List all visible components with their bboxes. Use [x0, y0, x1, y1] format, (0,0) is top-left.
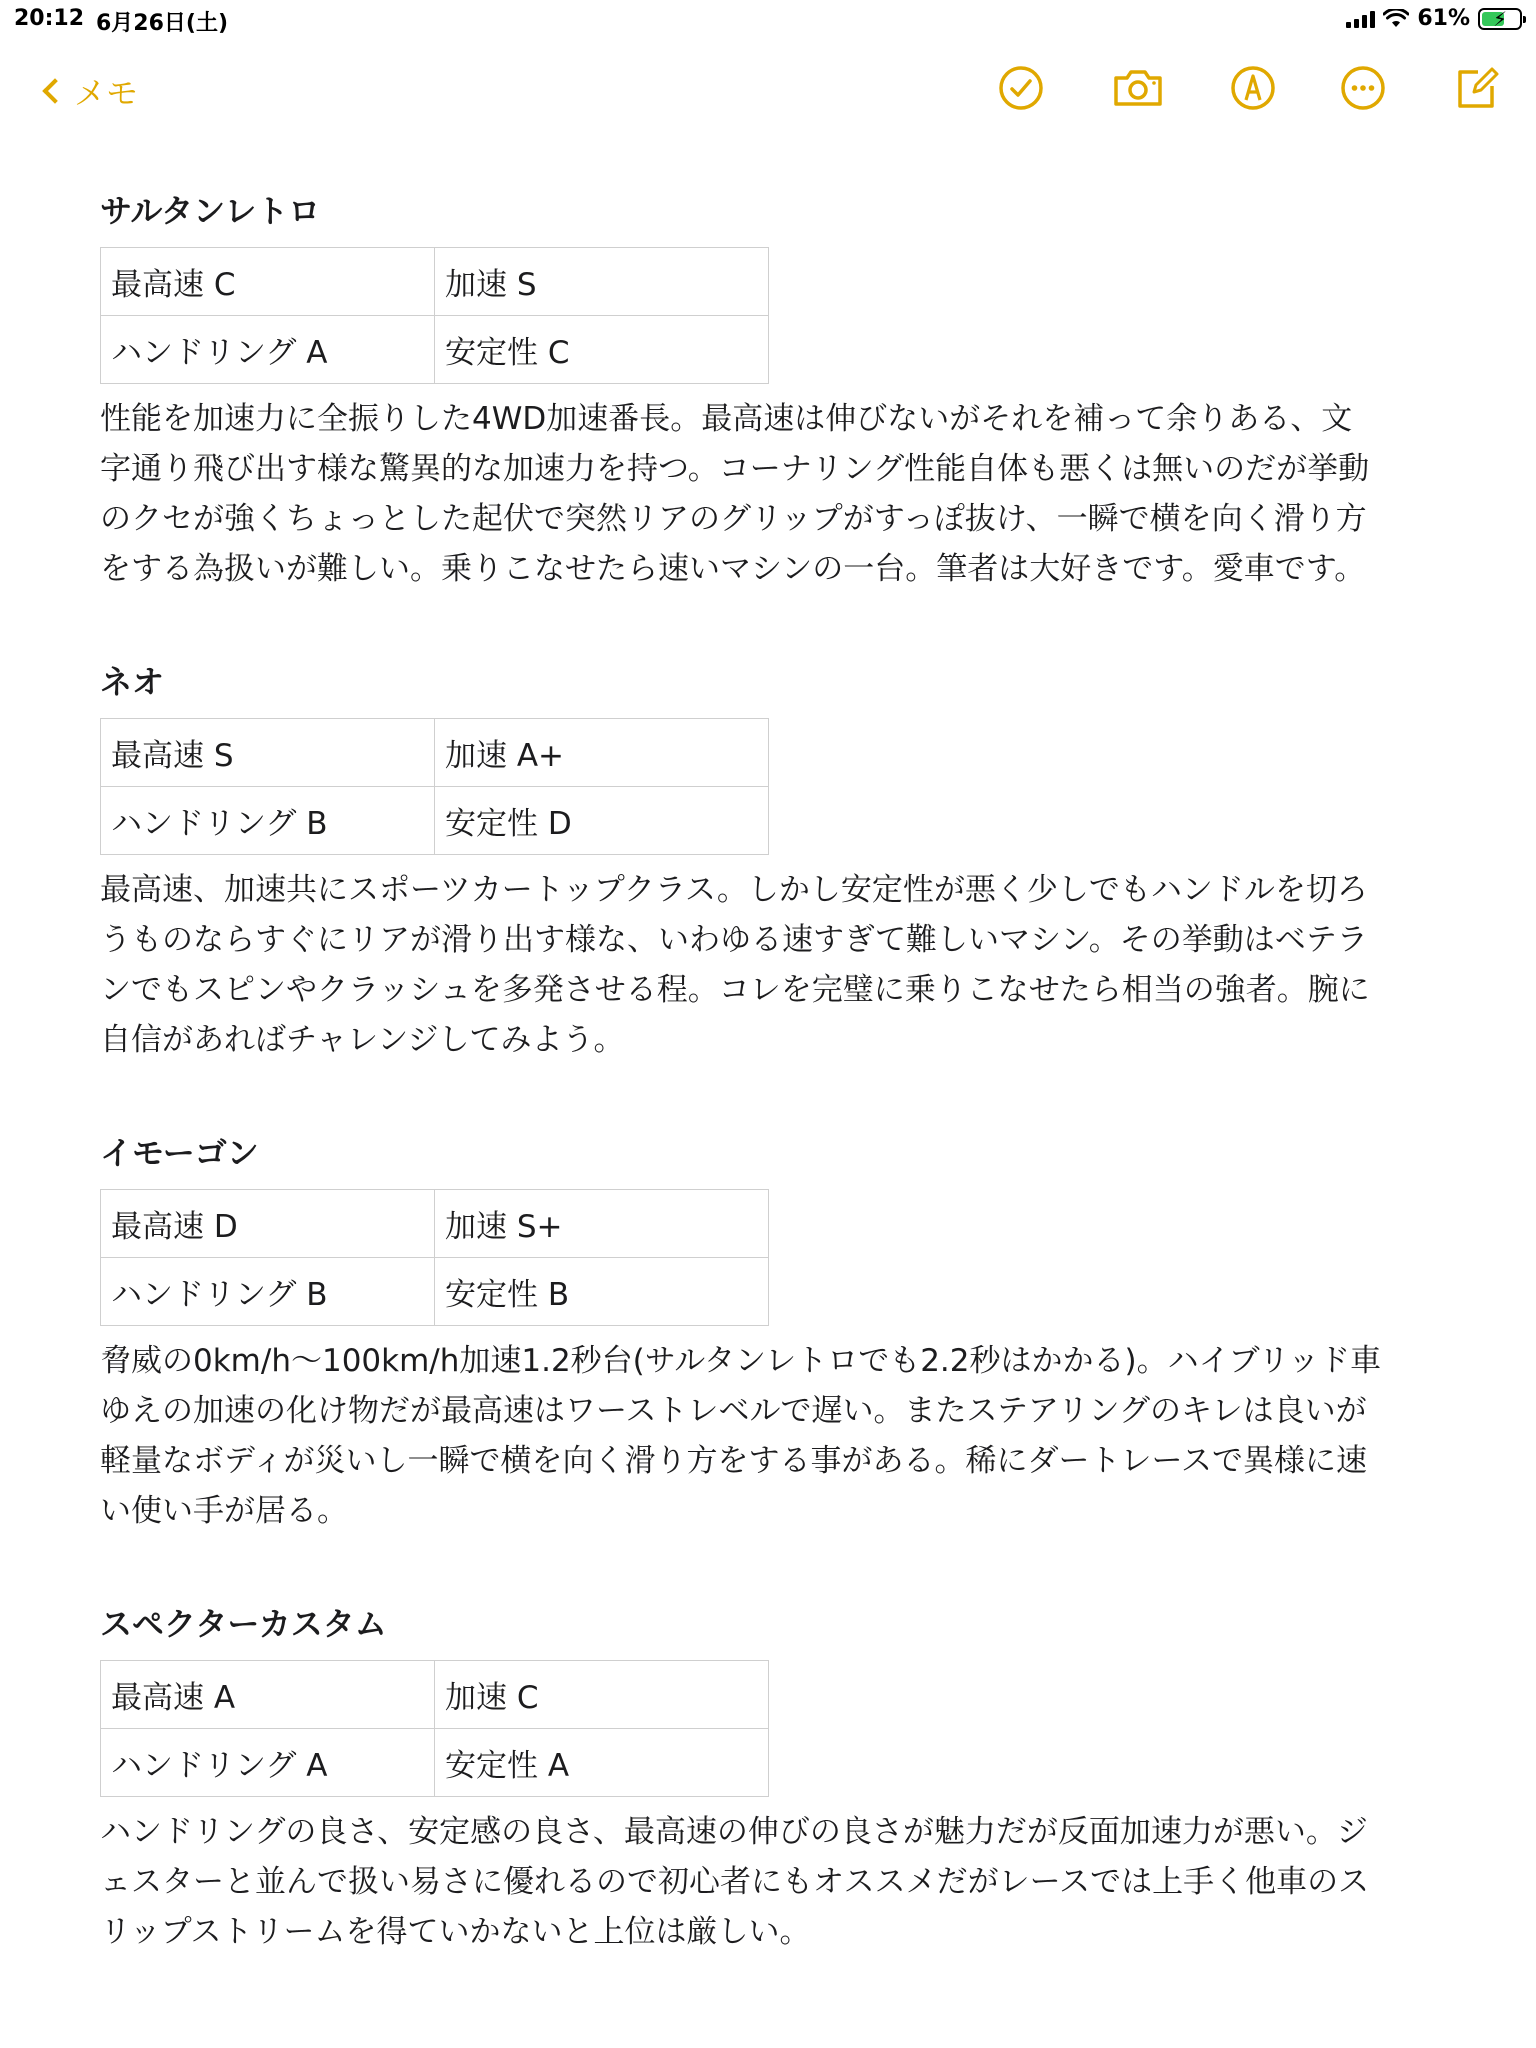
text-line: ェスターと並んで扱い易さに優れるので初心者にもオススメだがレースでは上手く他車のス: [100, 1864, 1370, 1900]
table-cell[interactable]: 加速 S+: [435, 1190, 769, 1258]
table-cell[interactable]: 最高速 D: [101, 1190, 435, 1258]
table-cell[interactable]: 加速 A+: [435, 719, 769, 787]
table-cell[interactable]: ハンドリング A: [101, 316, 435, 384]
status-bar: [0, 0, 1536, 40]
back-button[interactable]: [38, 68, 138, 114]
markup-button[interactable]: [1229, 64, 1277, 112]
table-row: [101, 316, 769, 384]
note-body[interactable]: [100, 185, 1440, 1957]
table-row: [101, 719, 769, 787]
nav-bar: [0, 50, 1536, 130]
checklist-button[interactable]: [997, 64, 1045, 112]
more-icon: [1339, 64, 1387, 112]
description-text: [100, 865, 1440, 1065]
signal-icon: [1346, 10, 1375, 28]
text-line: うものならすぐにリアが滑り出す様な、いわゆる速すぎて難しいマシン。その挙動はベテラ: [100, 922, 1368, 958]
status-date: 6月26日(土): [96, 11, 229, 36]
text-line: 性能を加速力に全振りした4WD加速番長。最高速は伸びないがそれを補って余りある、文: [100, 401, 1353, 437]
table-row: [101, 1258, 769, 1326]
status-indicators: [1346, 6, 1522, 31]
text-line: 自信があればチャレンジしてみよう。: [100, 1022, 625, 1058]
section-title: サルタンレトロ: [100, 192, 321, 230]
table-cell[interactable]: 安定性 C: [435, 316, 769, 384]
section-sultan-retro: [100, 185, 1440, 594]
more-button[interactable]: [1339, 64, 1387, 112]
table-cell[interactable]: ハンドリング B: [101, 1258, 435, 1326]
table-row: [101, 248, 769, 316]
status-time: 20:12: [14, 6, 85, 31]
table-cell[interactable]: 安定性 A: [435, 1729, 769, 1797]
table-cell[interactable]: 加速 S: [435, 248, 769, 316]
table-cell[interactable]: 最高速 C: [101, 248, 435, 316]
camera-icon: [1110, 64, 1166, 112]
stats-table: [100, 1660, 769, 1797]
battery-percent: 61%: [1417, 6, 1470, 31]
section-title: スペクターカスタム: [100, 1605, 387, 1643]
description-text: [100, 1336, 1440, 1536]
table-cell[interactable]: 安定性 D: [435, 787, 769, 855]
camera-button[interactable]: [1110, 64, 1166, 112]
section-title: イモーゴン: [100, 1134, 259, 1172]
description-text: [100, 1807, 1440, 1957]
text-line: 軽量なボディが災いし一瞬で横を向く滑り方をする事がある。稀にダートレースで異様に速: [100, 1443, 1367, 1479]
back-label: メモ: [74, 74, 139, 112]
text-line: 最高速、加速共にスポーツカートップクラス。しかし安定性が悪く少しでもハンドルを切ろ: [100, 872, 1368, 908]
compose-icon: [1452, 64, 1500, 112]
text-line: 字通り飛び出す様な驚異的な加速力を持つ。コーナリング性能自体も悪くは無いのだが挙動: [100, 451, 1370, 487]
section-title: ネオ: [100, 663, 165, 701]
table-row: [101, 1729, 769, 1797]
table-cell[interactable]: 最高速 A: [101, 1661, 435, 1729]
text-line: い使い手が居る。: [100, 1493, 348, 1529]
text-line: リップストリームを得ていかないと上位は厳しい。: [100, 1914, 811, 1950]
battery-icon: ⚡: [1478, 8, 1522, 30]
table-cell[interactable]: 最高速 S: [101, 719, 435, 787]
text-line: ゆえの加速の化け物だが最高速はワーストレベルで遅い。またステアリングのキレは良いが: [100, 1393, 1367, 1429]
description-text: [100, 394, 1440, 594]
markup-icon: [1229, 64, 1277, 112]
stats-table: [100, 247, 769, 384]
stats-table: [100, 718, 769, 855]
chevron-left-icon: [42, 78, 67, 103]
text-line: 脅威の0km/h〜100km/h加速1.2秒台(サルタンレトロでも2.2秒はかかる)。ハイブリッド車: [100, 1343, 1382, 1379]
table-cell[interactable]: ハンドリング B: [101, 787, 435, 855]
stats-table: [100, 1189, 769, 1326]
table-row: [101, 1190, 769, 1258]
text-line: ンでもスピンやクラッシュを多発させる程。コレを完璧に乗りこなせたら相当の強者。腕に: [100, 972, 1370, 1008]
table-cell[interactable]: 加速 C: [435, 1661, 769, 1729]
section-neo: [100, 656, 1440, 1065]
table-cell[interactable]: 安定性 B: [435, 1258, 769, 1326]
checklist-icon: [997, 64, 1045, 112]
section-imorgon: [100, 1127, 1440, 1536]
wifi-icon: [1383, 9, 1409, 29]
text-line: をする為扱いが難しい。乗りこなせたら速いマシンの一台。筆者は大好きです。愛車です。: [100, 551, 1366, 587]
text-line: ハンドリングの良さ、安定感の良さ、最高速の伸びの良さが魅力だが反面加速力が悪い。ジ: [100, 1814, 1368, 1850]
table-cell[interactable]: ハンドリング A: [101, 1729, 435, 1797]
compose-button[interactable]: [1452, 64, 1500, 112]
table-row: [101, 787, 769, 855]
section-specter-custom: [100, 1598, 1440, 1957]
table-row: [101, 1661, 769, 1729]
text-line: のクセが強くちょっとした起伏で突然リアのグリップがすっぽ抜け、一瞬で横を向く滑り方: [100, 501, 1367, 537]
